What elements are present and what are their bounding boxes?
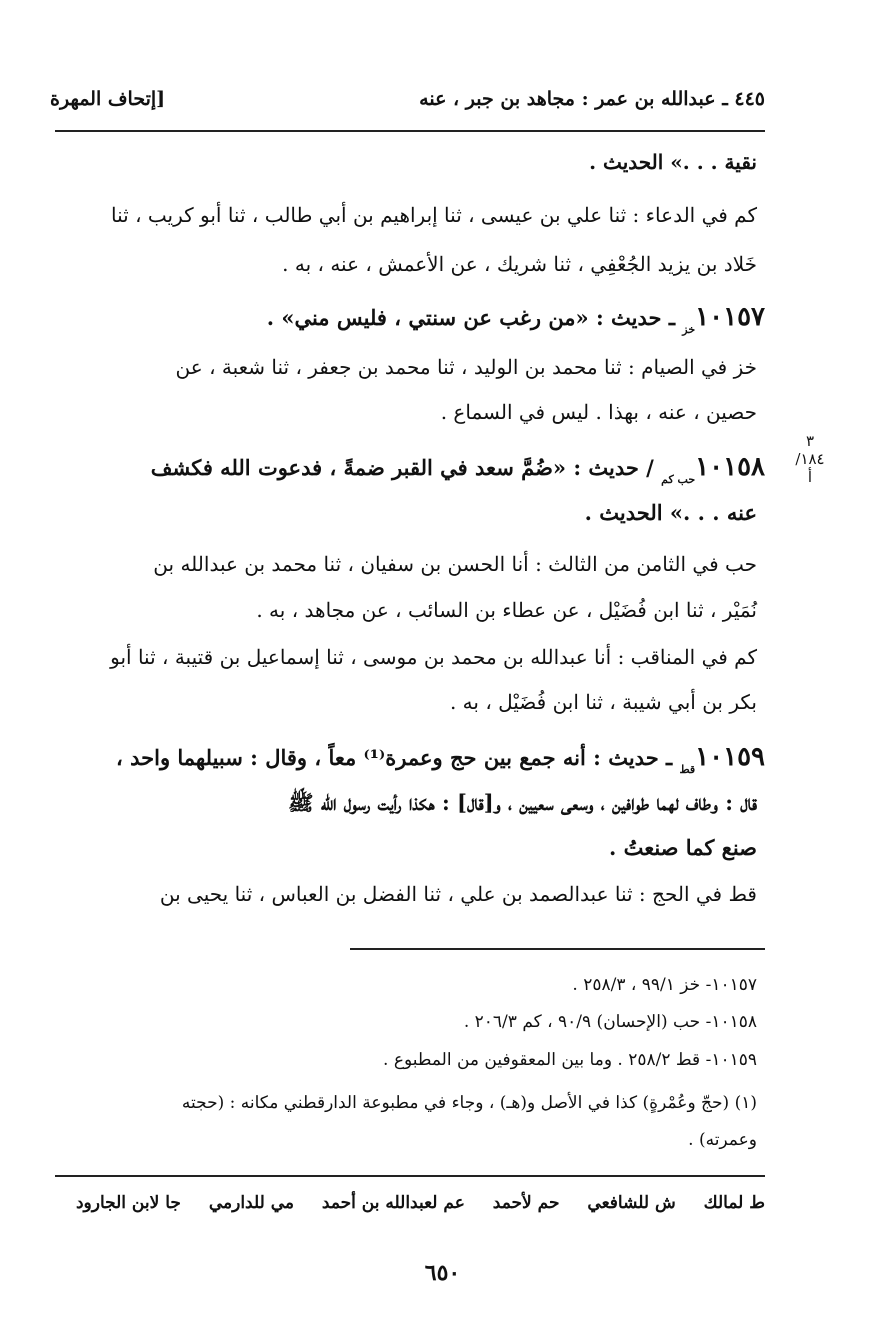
hadith-10159 — [116, 742, 765, 776]
text-line-8: كم في المناقب : أنا عبدالله بن محمد بن موسى ، ثنا إسماعيل بن قتيبة ، ثنا أبو — [110, 645, 757, 669]
footnote-4-cont: وعمرته) . — [688, 1130, 757, 1150]
page-number: ٦٥٠ — [424, 1260, 461, 1286]
abbr-item: ط لمالك — [703, 1193, 765, 1213]
text-line-7: نُمَيْر ، ثنا ابن فُضَيْل ، عن عطاء بن السائب ، عن مجاهد ، به . — [256, 598, 757, 622]
hadith-number: ١٠١٥٨ — [695, 452, 765, 482]
hadith-text: / حديث : «ضُمَّ سعد في القبر ضمةً ، فدعوت الله فكشف — [150, 455, 654, 480]
margin-volume: ٣ — [805, 432, 815, 450]
hadith-10157 — [266, 302, 765, 336]
hadith-siglum: خز — [682, 323, 696, 336]
text-line-3: خَلاد بن يزيد الجُعْفِي ، ثنا شريك ، عن الأعمش ، عنه ، به . — [282, 252, 757, 276]
abbr-item: حم لأحمد — [492, 1193, 560, 1213]
hadith-text: ـ حديث : «من رغب عن سنتي ، فليس مني» . — [266, 305, 675, 330]
margin-folio: ١٨٤/أ — [795, 450, 825, 486]
header-book-title: [إتحاف المهرة — [50, 88, 166, 110]
abbr-item: مي للدارمي — [208, 1193, 294, 1213]
hadith-siglum: قط — [679, 763, 696, 776]
hadith-number: ١٠١٥٧ — [695, 302, 765, 332]
footnote-1: ١٠١٥٧- خز ٩٩/١ ، ٢٥٨/٣ . — [572, 975, 757, 995]
hadith-siglum: حب كم — [661, 473, 696, 486]
abbr-item: ش للشافعي — [587, 1193, 676, 1213]
text-line-1: نقية . . .» الحديث . — [589, 150, 757, 174]
text-line-10: قط في الحج : ثنا عبدالصمد بن علي ، ثنا الفضل بن العباس ، ثنا يحيى بن — [159, 882, 757, 906]
hadith-line-3: صنع كما صنعتُ . — [608, 835, 757, 860]
text-line-4: خز في الصيام : ثنا محمد بن الوليد ، ثنا محمد بن جعفر ، ثنا شعبة ، عن — [175, 355, 757, 379]
abbreviations-rule — [55, 1175, 765, 1177]
footnote-4: (١) (حجّ وعُمْرةٍ) كذا في الأصل و(هـ) ، وجاء في مطبوعة الدارقطني مكانه : (حجته — [181, 1093, 757, 1113]
text-line-6: حب في الثامن من الثالث : أنا الحسن بن سفيان ، ثنا محمد بن عبدالله بن — [153, 552, 757, 576]
text-line-2: كم في الدعاء : ثنا علي بن عيسى ، ثنا إبراهيم بن أبي طالب ، ثنا أبو كريب ، ثنا — [111, 203, 757, 227]
hadith-line-2: قال : وطاف لهما طوافين ، وسعى سعيين ، و[قال] : هكذا رأيت رسول الله ﷺ — [288, 790, 757, 815]
running-header — [50, 88, 765, 118]
text-line-5: حصين ، عنه ، بهذا . ليس في السماع . — [440, 400, 757, 424]
abbr-item: عم لعبدالله بن أحمد — [321, 1193, 465, 1213]
hadith-text: ـ حديث : أنه جمع بين حج وعمرة⁽¹⁾ معاً ، وقال : سبيلهما واحد ، — [116, 745, 673, 770]
header-title: ٤٤٥ ـ عبدالله بن عمر : مجاهد بن جبر ، عنه — [419, 88, 765, 110]
footnote-rule — [350, 948, 765, 950]
abbr-item: جا لابن الجارود — [75, 1193, 181, 1213]
text-line-9: بكر بن أبي شيبة ، ثنا ابن فُضَيْل ، به . — [449, 690, 757, 714]
hadith-10158 — [150, 452, 765, 486]
footnote-3: ١٠١٥٩- قط ٢٥٨/٢ . وما بين المعقوفين من المطبوع . — [383, 1050, 757, 1070]
hadith-number: ١٠١٥٩ — [695, 742, 765, 772]
header-rule — [55, 130, 765, 132]
margin-note — [795, 432, 825, 486]
abbreviations-legend — [55, 1193, 765, 1213]
hadith-continuation: عنه . . .» الحديث . — [584, 500, 757, 525]
footnote-2: ١٠١٥٨- حب (الإحسان) ٩٠/٩ ، كم ٢٠٦/٣ . — [463, 1012, 757, 1032]
